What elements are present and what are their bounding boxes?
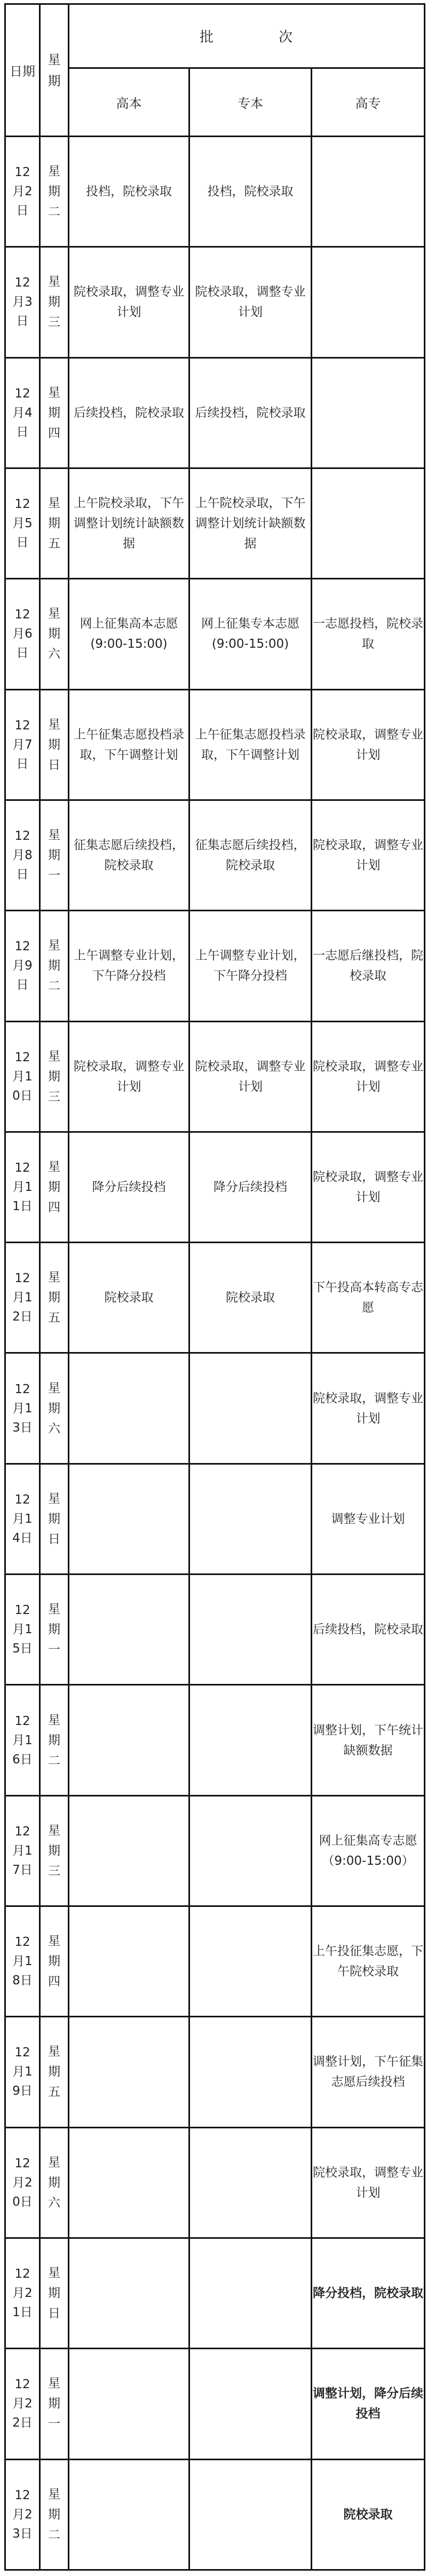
zhuanben-cell (189, 2127, 312, 2238)
gaozhuan-cell-text: 院校录取，调整专业计划 (313, 1059, 423, 1094)
weekday-cell (40, 1575, 69, 1685)
gaoben-cell-text: 院校录取 (104, 1291, 154, 1305)
table-row (5, 468, 425, 578)
gaozhuan-cell (312, 2127, 425, 2238)
weekday-cell-text: 星期三 (48, 1049, 60, 1104)
gaoben-cell-text: 后续投档，院校录取 (74, 406, 184, 420)
gaozhuan-cell (312, 1243, 425, 1353)
zhuanben-cell-text: 院校录取 (226, 1291, 275, 1305)
gaoben-cell (69, 689, 189, 800)
schedule-body (5, 137, 425, 2570)
gaoben-cell-text: 降分后续投档 (92, 1180, 166, 1194)
date-cell (5, 357, 40, 468)
gaoben-cell-text: 上午征集志愿投档录取，下午调整计划 (74, 727, 184, 762)
zhuanben-cell (189, 357, 312, 468)
date-cell-text: 12月9日 (12, 940, 33, 992)
date-cell (5, 1464, 40, 1574)
gaozhuan-cell-text: 调整计划，下午统计缺额数据 (313, 1723, 423, 1758)
gaozhuan-cell (312, 1464, 425, 1574)
weekday-cell (40, 579, 69, 689)
date-cell-text: 12月4日 (12, 386, 33, 439)
weekday-cell-text: 星期一 (48, 2376, 60, 2431)
gaozhuan-cell-text: 院校录取，调整专业计划 (313, 838, 423, 873)
gaozhuan-cell-text: 后续投档，院校录取 (313, 1623, 423, 1637)
date-cell (5, 1243, 40, 1353)
header-gaoben: 高本 (69, 68, 189, 137)
table-row (5, 2459, 425, 2570)
zhuanben-cell (189, 2238, 312, 2348)
gaoben-cell (69, 1464, 189, 1574)
gaoben-cell (69, 247, 189, 357)
zhuanben-cell (189, 1575, 312, 1685)
gaozhuan-cell-text: 降分投档，院校录取 (313, 2286, 423, 2301)
gaozhuan-cell (312, 2459, 425, 2570)
zhuanben-cell (189, 911, 312, 1021)
weekday-cell-text: 星期五 (48, 496, 60, 551)
weekday-cell-text: 星期二 (48, 164, 60, 219)
table-row (5, 137, 425, 247)
weekday-cell-text: 星期四 (48, 1159, 60, 1214)
table-row (5, 1464, 425, 1574)
table-row (5, 2017, 425, 2127)
date-cell (5, 1685, 40, 1795)
zhuanben-cell (189, 1132, 312, 1242)
zhuanben-cell (189, 468, 312, 578)
date-cell-text: 12月2日 (12, 165, 33, 218)
weekday-cell (40, 1464, 69, 1574)
header-batch-part1: 批 (199, 29, 215, 45)
date-cell (5, 1906, 40, 2017)
weekday-cell (40, 1906, 69, 2017)
weekday-cell (40, 1132, 69, 1242)
weekday-cell-text: 星期日 (48, 2266, 60, 2321)
weekday-cell-text: 星期一 (48, 1602, 60, 1657)
gaoben-cell-text: 征集志愿后续投档，院校录取 (74, 838, 184, 873)
gaozhuan-cell (312, 2238, 425, 2348)
gaozhuan-cell-text: 院校录取，调整专业计划 (313, 1391, 423, 1426)
date-cell (5, 689, 40, 800)
gaoben-cell (69, 2459, 189, 2570)
gaozhuan-cell (312, 247, 425, 357)
gaozhuan-cell (312, 800, 425, 910)
gaoben-cell-text: 投档，院校录取 (86, 185, 172, 199)
date-cell-text: 12月20日 (12, 2156, 33, 2209)
weekday-cell-text: 星期五 (48, 1270, 60, 1325)
zhuanben-cell (189, 1243, 312, 1353)
header-batch (69, 4, 425, 68)
gaozhuan-cell-text: 一志愿后继投档，院校录取 (313, 949, 423, 983)
weekday-cell (40, 1353, 69, 1464)
weekday-cell-text: 星期三 (48, 275, 60, 330)
weekday-cell (40, 2238, 69, 2348)
table-row (5, 1575, 425, 1685)
weekday-cell (40, 1795, 69, 1906)
weekday-cell (40, 247, 69, 357)
header-batch-part2: 次 (279, 29, 294, 45)
weekday-cell-text: 星期日 (48, 1491, 60, 1546)
gaozhuan-cell-text: 院校录取，调整专业计划 (313, 1170, 423, 1204)
zhuanben-cell-text: 上午院校录取，下午调整计划统计缺额数据 (195, 496, 306, 551)
date-cell-text: 12月7日 (12, 718, 33, 771)
gaoben-cell (69, 911, 189, 1021)
weekday-cell-text: 星期二 (48, 939, 60, 993)
zhuanben-cell (189, 1795, 312, 1906)
zhuanben-cell-text: 院校录取，调整专业计划 (195, 285, 306, 320)
gaozhuan-cell-text: 调整计划，下午征集志愿后续投档 (313, 2055, 423, 2089)
date-cell-text: 12月11日 (12, 1160, 33, 1213)
zhuanben-cell (189, 689, 312, 800)
date-cell (5, 468, 40, 578)
date-cell-text: 12月15日 (12, 1603, 33, 1656)
zhuanben-cell (189, 1685, 312, 1795)
date-cell (5, 579, 40, 689)
table-row (5, 1021, 425, 1132)
gaozhuan-cell-text: 院校录取，调整专业计划 (313, 727, 423, 762)
gaoben-cell (69, 579, 189, 689)
gaozhuan-cell (312, 2017, 425, 2127)
weekday-cell-text: 星期四 (48, 1934, 60, 1989)
date-cell-text: 12月16日 (12, 1714, 33, 1767)
table-row (5, 1132, 425, 1242)
date-cell-text: 12月21日 (12, 2267, 33, 2320)
table-row (5, 2349, 425, 2459)
gaoben-cell (69, 1132, 189, 1242)
date-cell (5, 2127, 40, 2238)
date-cell-text: 12月3日 (12, 276, 33, 329)
date-cell (5, 1575, 40, 1685)
weekday-cell-text: 星期四 (48, 385, 60, 440)
weekday-cell-text: 星期三 (48, 1823, 60, 1878)
weekday-cell (40, 2017, 69, 2127)
zhuanben-cell-text: 降分后续投档 (213, 1180, 287, 1194)
date-cell (5, 1353, 40, 1464)
header-weekday-label: 星期 (48, 52, 61, 89)
gaoben-cell (69, 1795, 189, 1906)
date-cell (5, 137, 40, 247)
date-cell-text: 12月10日 (12, 1050, 33, 1103)
gaozhuan-cell (312, 137, 425, 247)
date-cell-text: 12月12日 (12, 1271, 33, 1324)
date-cell (5, 911, 40, 1021)
gaozhuan-cell-text: 调整计划，降分后续投档 (313, 2387, 423, 2421)
date-cell-text: 12月19日 (12, 2046, 33, 2098)
weekday-cell (40, 2349, 69, 2459)
gaozhuan-cell (312, 689, 425, 800)
table-row (5, 1353, 425, 1464)
zhuanben-cell (189, 1021, 312, 1132)
table-row (5, 357, 425, 468)
date-cell (5, 2017, 40, 2127)
gaozhuan-cell (312, 1021, 425, 1132)
gaoben-cell (69, 1243, 189, 1353)
gaozhuan-cell-text: 调整专业计划 (331, 1512, 405, 1526)
zhuanben-cell (189, 1906, 312, 2017)
weekday-cell (40, 1243, 69, 1353)
zhuanben-cell-text: 上午调整专业计划，下午降分投档 (195, 949, 306, 983)
date-cell-text: 12月8日 (12, 829, 33, 882)
weekday-cell (40, 1021, 69, 1132)
weekday-cell (40, 2459, 69, 2570)
zhuanben-cell-text: 后续投档，院校录取 (195, 406, 306, 420)
gaozhuan-cell-text: 网上征集高专志愿（9:00-15:00） (319, 1833, 417, 1868)
gaoben-cell-text: 网上征集高本志愿 (9:00-15:00) (80, 617, 178, 651)
weekday-cell-text: 星期六 (48, 607, 60, 662)
weekday-cell-text: 星期一 (48, 828, 60, 883)
weekday-cell (40, 911, 69, 1021)
gaoben-cell-text: 院校录取，调整专业计划 (74, 285, 184, 320)
weekday-cell-text: 星期二 (48, 1713, 60, 1768)
table-row (5, 1243, 425, 1353)
gaoben-cell (69, 2017, 189, 2127)
table-row (5, 911, 425, 1021)
zhuanben-cell-text: 上午征集志愿投档录取，下午调整计划 (195, 727, 306, 762)
weekday-cell-text: 星期五 (48, 2045, 60, 2100)
weekday-cell-text: 星期六 (48, 2155, 60, 2210)
weekday-cell (40, 357, 69, 468)
gaozhuan-cell-text: 下午投高本转高专志愿 (313, 1281, 423, 1315)
gaozhuan-cell-text: 院校录取 (343, 2507, 393, 2522)
gaoben-cell (69, 1021, 189, 1132)
gaozhuan-cell (312, 1353, 425, 1464)
date-cell-text: 12月5日 (12, 497, 33, 550)
weekday-cell (40, 800, 69, 910)
date-cell (5, 1132, 40, 1242)
weekday-cell (40, 137, 69, 247)
gaozhuan-cell-text: 上午投征集志愿，下午院校录取 (313, 1944, 423, 1979)
date-cell (5, 800, 40, 910)
gaozhuan-cell-text: 一志愿投档，院校录取 (313, 617, 423, 651)
date-cell-text: 12月13日 (12, 1382, 33, 1435)
gaozhuan-cell (312, 1575, 425, 1685)
gaoben-cell-text: 上午院校录取，下午调整计划统计缺额数据 (74, 496, 184, 551)
weekday-cell (40, 2127, 69, 2238)
date-cell-text: 12月14日 (12, 1492, 33, 1545)
zhuanben-cell-text: 投档，院校录取 (207, 185, 294, 199)
gaoben-cell (69, 1906, 189, 2017)
date-cell-text: 12月6日 (12, 608, 33, 661)
gaozhuan-cell (312, 911, 425, 1021)
date-cell (5, 247, 40, 357)
date-cell (5, 2349, 40, 2459)
table-row (5, 689, 425, 800)
weekday-cell-text: 星期六 (48, 1381, 60, 1436)
gaoben-cell (69, 800, 189, 910)
table-row (5, 800, 425, 910)
table-row (5, 1685, 425, 1795)
zhuanben-cell (189, 2017, 312, 2127)
weekday-cell-text: 星期日 (48, 717, 60, 772)
gaozhuan-cell (312, 357, 425, 468)
zhuanben-cell (189, 1464, 312, 1574)
gaoben-cell (69, 1353, 189, 1464)
header-gaozhuan: 高专 (312, 68, 425, 137)
date-cell (5, 2238, 40, 2348)
zhuanben-cell (189, 1353, 312, 1464)
date-cell-text: 12月18日 (12, 1935, 33, 1988)
header-weekday (40, 4, 69, 137)
table-row (5, 579, 425, 689)
weekday-cell (40, 468, 69, 578)
header-zhuanben: 专本 (189, 68, 312, 137)
gaozhuan-cell (312, 1685, 425, 1795)
date-cell (5, 1021, 40, 1132)
table-row (5, 247, 425, 357)
gaoben-cell-text: 院校录取，调整专业计划 (74, 1059, 184, 1094)
table-row (5, 1906, 425, 2017)
gaozhuan-cell (312, 1132, 425, 1242)
weekday-cell (40, 689, 69, 800)
gaoben-cell (69, 1685, 189, 1795)
zhuanben-cell (189, 137, 312, 247)
gaozhuan-cell (312, 468, 425, 578)
date-cell (5, 1795, 40, 1906)
weekday-cell (40, 1685, 69, 1795)
weekday-cell-text: 星期二 (48, 2487, 60, 2542)
gaoben-cell (69, 137, 189, 247)
gaozhuan-cell (312, 579, 425, 689)
gaoben-cell (69, 468, 189, 578)
gaozhuan-cell (312, 1795, 425, 1906)
gaoben-cell (69, 357, 189, 468)
admission-schedule-table (4, 3, 425, 2571)
header-date: 日期 (5, 4, 40, 137)
gaozhuan-cell (312, 2349, 425, 2459)
date-cell (5, 2459, 40, 2570)
zhuanben-cell-text: 征集志愿后续投档，院校录取 (195, 838, 306, 873)
gaoben-cell-text: 上午调整专业计划，下午降分投档 (74, 949, 184, 983)
date-cell-text: 12月17日 (12, 1824, 33, 1877)
zhuanben-cell (189, 800, 312, 910)
zhuanben-cell (189, 579, 312, 689)
gaozhuan-cell (312, 1906, 425, 2017)
gaoben-cell (69, 2127, 189, 2238)
date-cell-text: 12月22日 (12, 2378, 33, 2430)
zhuanben-cell (189, 2349, 312, 2459)
gaozhuan-cell-text: 院校录取，调整专业计划 (313, 2165, 423, 2200)
table-row (5, 2127, 425, 2238)
table-row (5, 1795, 425, 1906)
zhuanben-cell (189, 2459, 312, 2570)
table-row (5, 2238, 425, 2348)
gaoben-cell (69, 2349, 189, 2459)
date-cell-text: 12月23日 (12, 2488, 33, 2541)
gaoben-cell (69, 2238, 189, 2348)
gaoben-cell (69, 1575, 189, 1685)
zhuanben-cell-text: 网上征集专本志愿 (9:00-15:00) (201, 617, 299, 651)
zhuanben-cell (189, 247, 312, 357)
zhuanben-cell-text: 院校录取，调整专业计划 (195, 1059, 306, 1094)
